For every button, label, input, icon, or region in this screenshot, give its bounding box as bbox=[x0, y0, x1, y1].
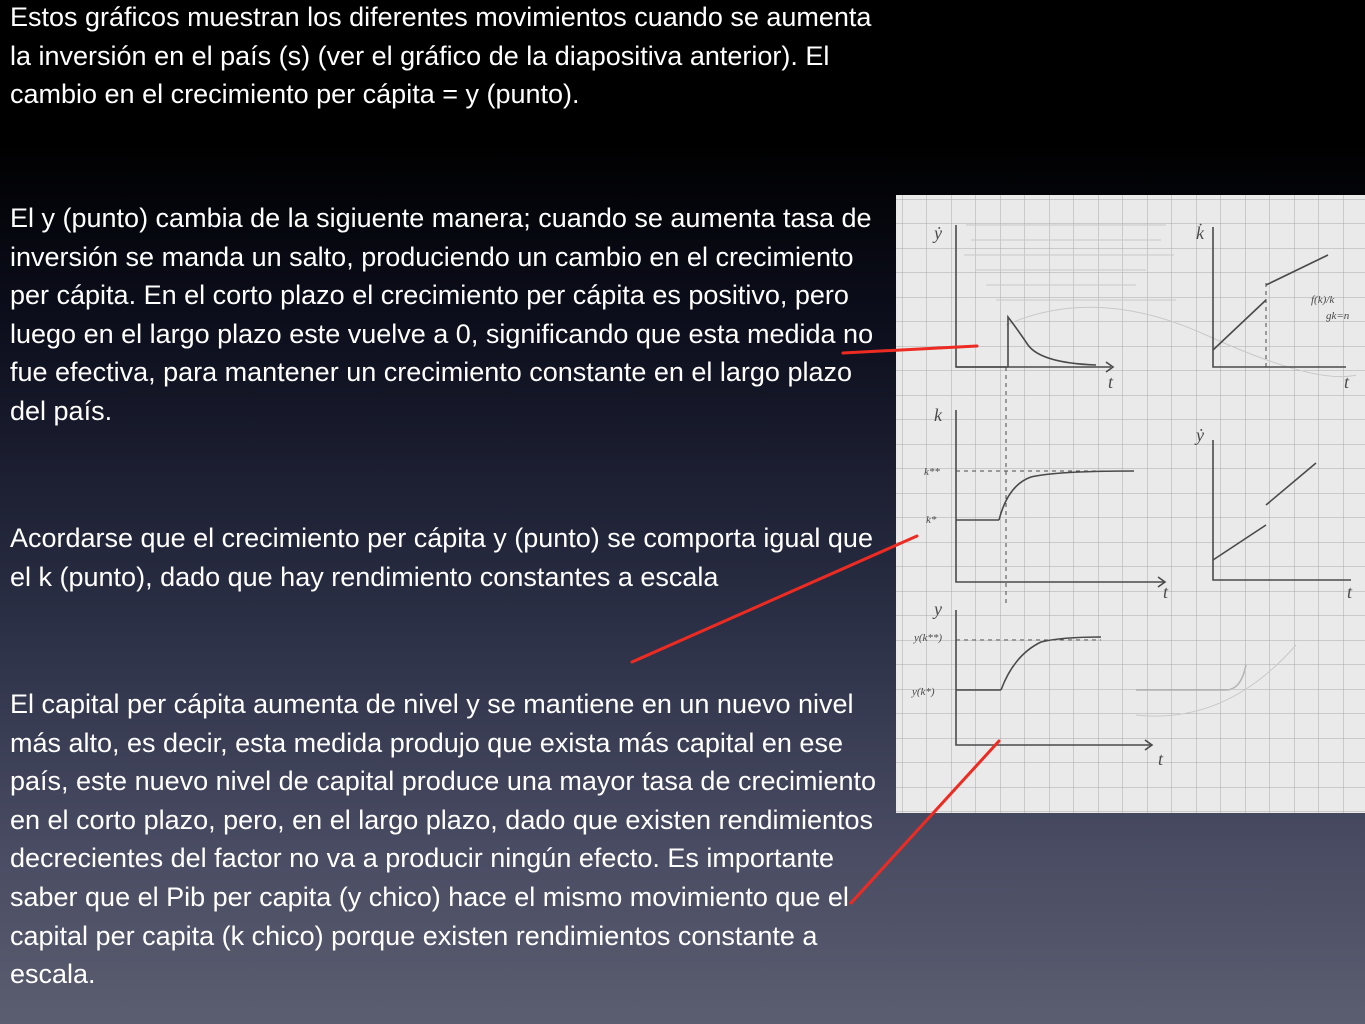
label-t-3: t bbox=[1163, 582, 1169, 602]
label-t-2: t bbox=[1344, 372, 1350, 392]
label-y-new: y(k**) bbox=[914, 632, 943, 644]
label-k-mid: k bbox=[934, 405, 942, 425]
intro-paragraph: Estos gráficos muestran los diferentes movimientos cuando se aumenta la inversión en el país (s) (ver el gráfico de la diapositiva anterior). El cambio en el crecimiento per cápita = y (punto). bbox=[10, 2, 872, 110]
label-k-dot-top: k̇ bbox=[1196, 223, 1204, 243]
label-fk: f(k)/k bbox=[1311, 294, 1335, 306]
red-pointer-line-1 bbox=[843, 346, 977, 353]
label-k-new: k** bbox=[924, 466, 940, 478]
red-pointer-line-3 bbox=[851, 741, 999, 903]
y-dot-paragraph: El y (punto) cambia de la sigiuente manera; cuando se aumenta tasa de inversión se manda un salto, produciendo un cambio en el crecimiento per cápita. En el corto plazo el crecimiento per cápita es positivo, pero luego en el largo plazo este vuelve a 0, significando que esta medida no fue efectiva, para mantener un crecimiento constante en el largo plazo del país. bbox=[10, 203, 874, 426]
label-y-bottom: y bbox=[934, 599, 942, 619]
label-y-old: y(k*) bbox=[912, 686, 935, 698]
label-t-4: t bbox=[1347, 582, 1353, 602]
label-t-5: t bbox=[1158, 749, 1164, 769]
label-k-old: k* bbox=[926, 514, 937, 526]
red-pointer-line-2 bbox=[632, 536, 917, 662]
label-t-1: t bbox=[1108, 372, 1114, 392]
label-y-dot-top: ẏ bbox=[934, 223, 942, 243]
capital-paragraph: El capital per cápita aumenta de nivel y se mantiene en un nuevo nivel más alto, es decir, esta medida produjo que exista más capital en ese país, este nuevo nivel de capital produce una mayor tasa de crecimiento en el corto plazo, pero, en el largo plazo, dado que existen rendimientos decrecientes del factor no va a producir ningún efecto. Es importante saber que el Pib per capita (y chico) hace el mismo movimiento que el capital per capita (k chico) porque existen rendimientos constante a escala. bbox=[10, 689, 877, 990]
label-gk: gk=n bbox=[1326, 310, 1350, 322]
reminder-paragraph: Acordarse que el crecimiento per cápita y (punto) se comporta igual que el k (punto), dado que hay rendimiento constantes a escala bbox=[10, 523, 873, 592]
label-y-dot-mid: ẏ bbox=[1196, 425, 1204, 445]
